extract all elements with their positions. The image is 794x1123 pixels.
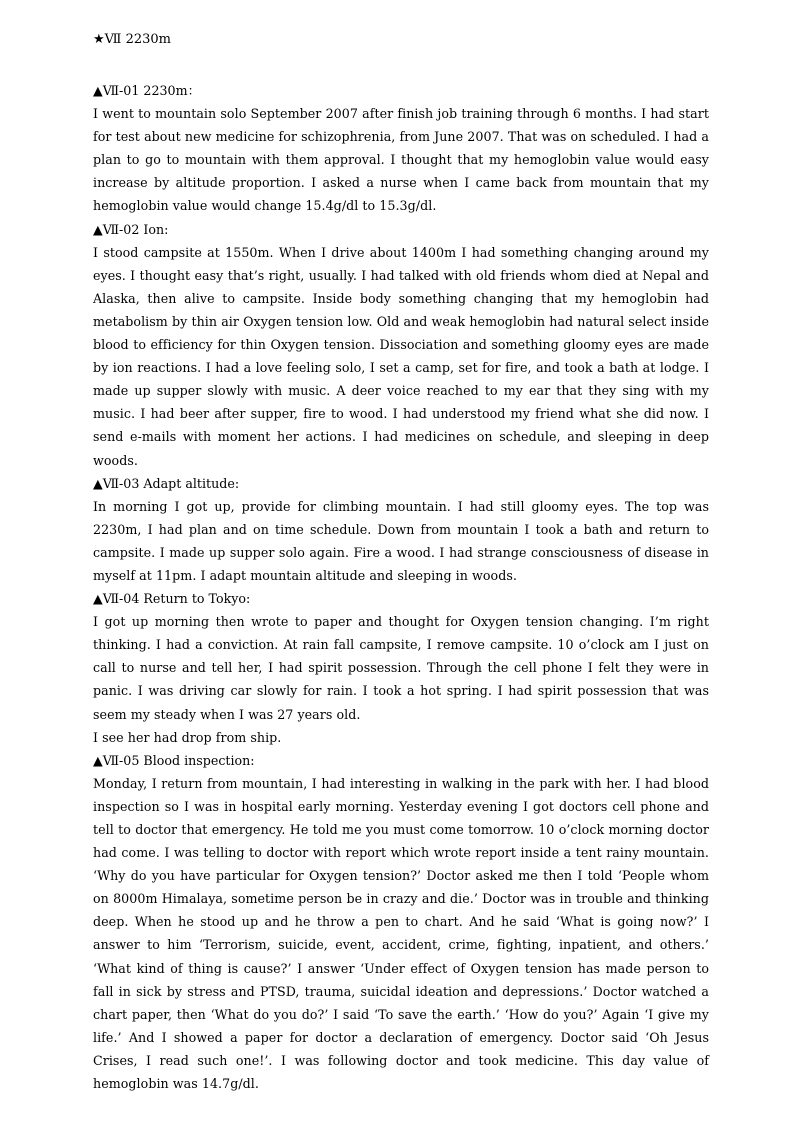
section-paragraph: I got up morning then wrote to paper and thought for Oxygen tension changing. I’m right thinking. I had a conviction. At rain fall campsite, I remove campsite. 10 o’clock am I just on call to nurse and tell her, I had spirit possession. Through the cell phone I felt they were in panic. I was driving car slowly for rain. I took a hot spring. I had spirit possession that was seem my steady when I was 27 years old. [93, 614, 709, 722]
section-paragraph: I stood campsite at 1550m. When I drive about 1400m I had something changing around my eyes. I thought easy that’s right, usually. I had talked with old friends whom died at Nepal and Alaska, then alive to campsite. Inside body something changing that my hemoglobin had metabolism by thin air Oxygen tension low. Old and weak hemoglobin had natural select inside blood to efficiency for thin Oxygen tension. Dissociation and something gloomy eyes are made by ion reactions. I had a love feeling solo, I set a camp, set for fire, and took a bath at lodge. I made up supper slowly with music. A deer voice reached to my ear that they sing with my music. I had beer after supper, fire to wood. I had understood my friend what she did now. I send e-mails with moment her actions. I had medicines on schedule, and sleeping in deep woods. [93, 244, 709, 468]
section-05 [93, 749, 709, 1095]
section-01 [93, 79, 709, 218]
section-heading: ▲Ⅶ-05 Blood inspection: [93, 752, 255, 768]
section-paragraph: I see her had drop from ship. [93, 729, 282, 745]
section-02 [93, 218, 709, 472]
chapter-title: ★Ⅶ 2230m [93, 32, 171, 47]
section-paragraph: Monday, I return from mountain, I had interesting in walking in the park with her. I had blood inspection so I was in hospital early morning. Yesterday evening I got doctors cell phone and tell to doctor that emergency. He told me you must come tomorrow. 10 o’clock morning doctor had come. I was telling to doctor with report which wrote report inside a tent rainy mountain. ‘Why do you have particular for Oxygen tension?’ Doctor asked me then I told ‘People whom on 8000m Himalaya, sometime person be in crazy and die.’ Doctor was in trouble and thinking deep. When he stood up and he throw a pen to chart. And he said ‘What is going now?’ I answer to him ‘Terrorism, suicide, event, accident, crime, fighting, inpatient, and others.’ ‘What kind of thing is cause?’ I answer ‘Under effect of Oxygen tension has made person to fall in sick by stress and PTSD, trauma, suicidal ideation and depressions.’ Doctor watched a chart paper, then ‘What do you do?’ I said ‘To save the earth.’ ‘How do you?’ Again ‘I give my life.’ And I showed a paper for doctor a declaration of emergency. Doctor said ‘Oh Jesus Crises, I read such one!’. I was following doctor and took medicine. This day value of hemoglobin was 14.7g/dl. [93, 775, 709, 1092]
document-body [93, 79, 709, 1095]
section-paragraph: I went to mountain solo September 2007 after finish job training through 6 months. I had start for test about new medicine for schizophrenia, from June 2007. That was on scheduled. I had a plan to go to mountain with them approval. I thought that my hemoglobin value would easy increase by altitude proportion. I asked a nurse when I came back from mountain that my hemoglobin value would change 15.4g/dl to 15.3g/dl. [93, 106, 709, 214]
section-heading: ▲Ⅶ-04 Return to Tokyo: [93, 591, 251, 607]
section-03 [93, 472, 709, 587]
section-paragraph: In morning I got up, provide for climbing mountain. I had still gloomy eyes. The top was 2230m, I had plan and on time schedule. Down from mountain I took a bath and return to campsite. I made up supper solo again. Fire a wood. I had strange consciousness of disease in myself at 11pm. I adapt mountain altitude and sleeping in woods. [93, 498, 709, 583]
section-04 [93, 587, 709, 749]
section-heading: ▲Ⅶ-02 Ion: [93, 221, 169, 237]
section-heading: ▲Ⅶ-03 Adapt altitude: [93, 475, 240, 491]
section-heading: ▲Ⅶ-01 2230m： [93, 83, 201, 98]
